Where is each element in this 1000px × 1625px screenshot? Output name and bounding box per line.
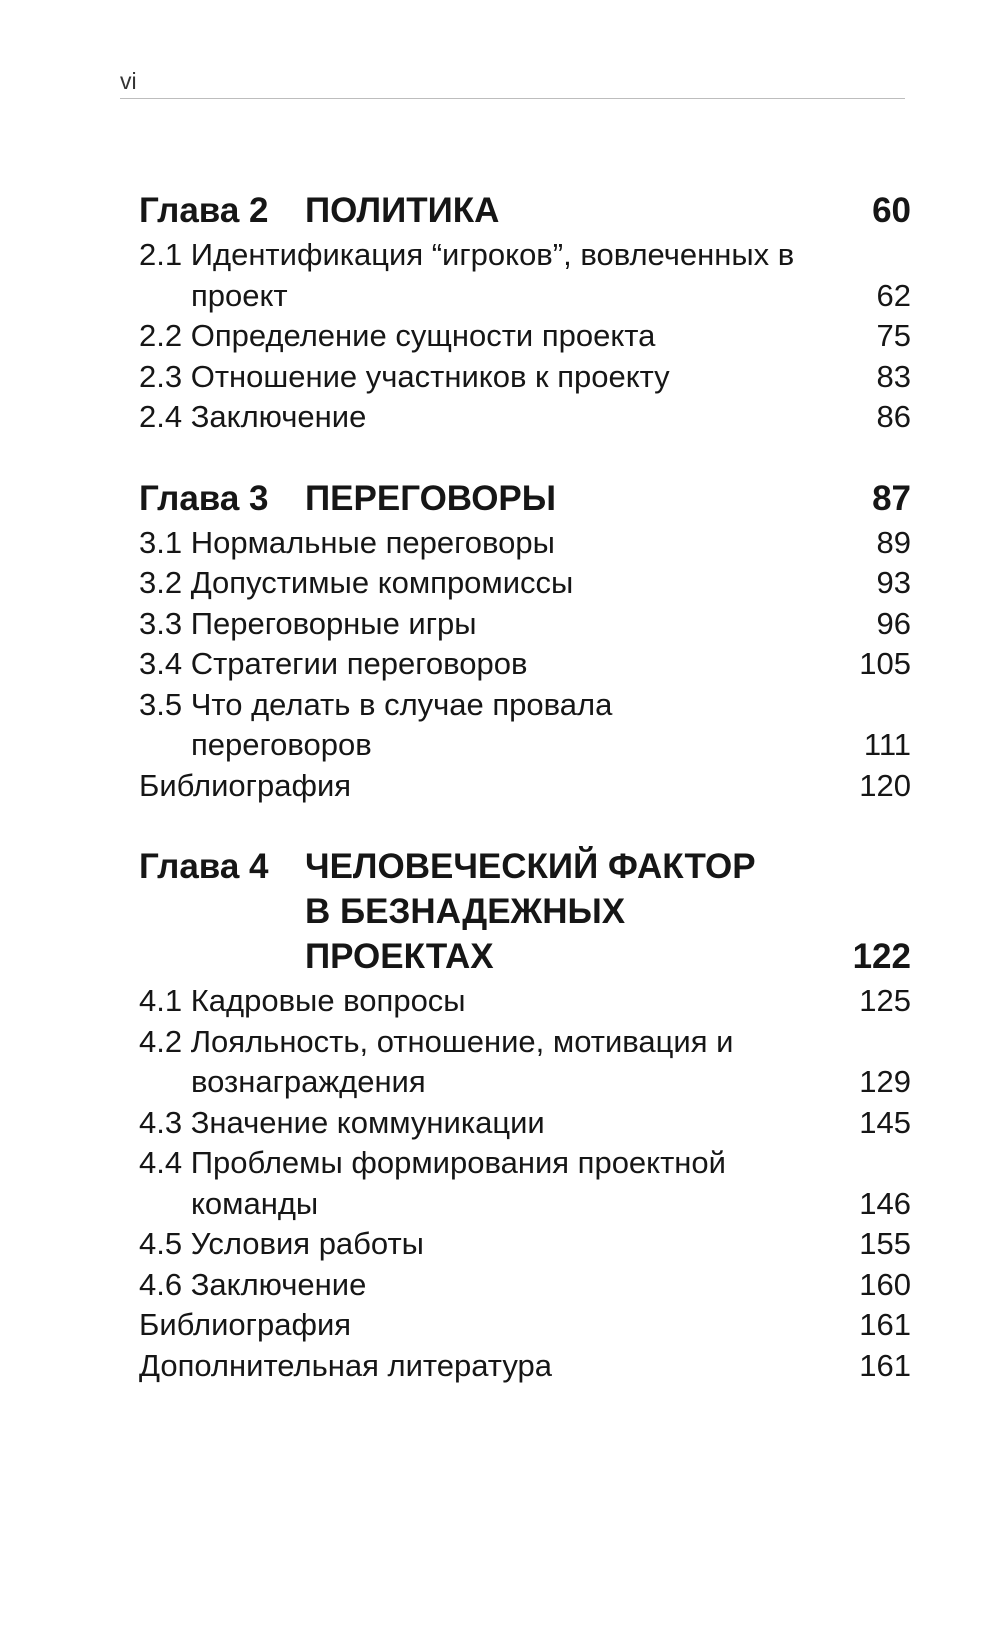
toc-entry[interactable] — [139, 1224, 911, 1265]
toc-entry-page: 125 — [859, 983, 911, 1018]
toc-entry-title: 3.1 Нормальные переговоры — [139, 524, 555, 560]
toc-entry[interactable] — [139, 316, 911, 357]
toc-entry-page: 160 — [859, 1266, 911, 1302]
toc-entry-title: 4.2 Лояльность, отношение, мотивация и вознаграждения — [139, 1023, 734, 1099]
toc-entry-page: 83 — [876, 358, 911, 394]
chapter-page-number: 122 — [852, 937, 911, 976]
toc-entry-title: 2.4 Заключение — [139, 399, 367, 434]
page-number: vi — [120, 68, 137, 94]
chapter-page-number: 60 — [872, 191, 911, 230]
chapter-heading[interactable] — [139, 476, 911, 521]
chapter-page-number: 87 — [872, 478, 911, 518]
toc-entry-title: 4.3 Значение коммуникации — [139, 1104, 545, 1140]
chapter-label: Глава 4 — [139, 847, 269, 886]
toc-entry[interactable] — [139, 357, 911, 398]
toc-entry-title: Библиография — [139, 1307, 352, 1342]
chapter-title — [305, 844, 841, 979]
toc-entry-page: 161 — [859, 1307, 911, 1342]
toc-entry[interactable] — [139, 1143, 911, 1224]
toc-entry-title: 3.2 Допустимые компромиссы — [139, 565, 574, 600]
chapter-label: Глава 3 — [139, 478, 269, 518]
toc-entry-title: 2.2 Определение сущности проекта — [139, 318, 656, 353]
toc-entry-title: 4.1 Кадровые вопросы — [139, 983, 466, 1018]
toc-entry-page: 93 — [876, 565, 911, 600]
chapter-title-line: ПОЛИТИКА — [305, 191, 500, 230]
toc-entry-title: 3.4 Стратегии переговоров — [139, 646, 528, 681]
toc-entry-page: 105 — [859, 646, 911, 681]
toc-entry-page: 96 — [876, 605, 911, 641]
chapter-2 — [139, 188, 911, 438]
toc-entry[interactable] — [139, 644, 911, 685]
toc-entry-title: 4.6 Заключение — [139, 1266, 367, 1302]
toc-entry-page: 62 — [876, 277, 911, 313]
toc-entry-title: Дополнительная литература — [139, 1347, 552, 1383]
toc-entry[interactable] — [139, 685, 911, 766]
toc-entry-page: 145 — [859, 1104, 911, 1140]
chapter-3 — [139, 476, 911, 807]
toc-entry[interactable] — [139, 1022, 911, 1103]
toc-entry-title: 4.5 Условия работы — [139, 1226, 424, 1261]
chapter-title-line: В БЕЗНАДЕЖНЫХ — [305, 892, 626, 931]
toc-entry[interactable] — [139, 1103, 911, 1144]
toc-entry-title: 3.5 Что делать в случае провала переговоров — [139, 686, 613, 762]
toc-entry-page: 111 — [863, 727, 911, 762]
toc-entry-page: 75 — [876, 318, 911, 353]
toc-entry[interactable] — [139, 1305, 911, 1346]
toc-entry[interactable] — [139, 235, 911, 316]
toc-entry[interactable] — [139, 397, 911, 438]
chapter-heading[interactable] — [139, 844, 911, 979]
chapter-title-line: ПРОЕКТАХ — [305, 937, 494, 976]
toc-entry-page: 161 — [859, 1347, 911, 1383]
toc-entry[interactable] — [139, 1265, 911, 1306]
toc-entry-page: 155 — [859, 1226, 911, 1261]
toc-entry-title: 3.3 Переговорные игры — [139, 605, 477, 641]
toc-entry-title: Библиография — [139, 767, 352, 803]
chapter-label: Глава 2 — [139, 191, 269, 230]
toc-entry-title: 4.4 Проблемы формирования проектной команды — [139, 1145, 726, 1221]
toc-entry[interactable] — [139, 981, 911, 1022]
toc-entry-title: 2.3 Отношение участников к проекту — [139, 358, 670, 394]
toc-entry[interactable] — [139, 523, 911, 564]
chapter-4 — [139, 844, 911, 1386]
toc-entry-page: 120 — [859, 767, 911, 803]
toc-entry-page: 86 — [876, 399, 911, 434]
chapter-title — [305, 476, 841, 521]
toc-entry-page: 129 — [859, 1064, 911, 1099]
toc-entry[interactable] — [139, 1346, 911, 1387]
chapter-title-line: ПЕРЕГОВОРЫ — [305, 478, 557, 518]
toc-entry-page: 89 — [876, 524, 911, 560]
toc-entry-page: 146 — [859, 1185, 911, 1221]
toc-entry[interactable] — [139, 766, 911, 807]
page-header — [120, 62, 905, 99]
toc-entry-title: 2.1 Идентификация “игроков”, вовлеченных в проект — [139, 237, 795, 313]
toc-entry[interactable] — [139, 604, 911, 645]
table-of-contents — [139, 188, 911, 1424]
toc-entry[interactable] — [139, 563, 911, 604]
chapter-title — [305, 188, 841, 233]
chapter-heading[interactable] — [139, 188, 911, 233]
chapter-title-line: ЧЕЛОВЕЧЕСКИЙ ФАКТОР — [305, 847, 756, 886]
